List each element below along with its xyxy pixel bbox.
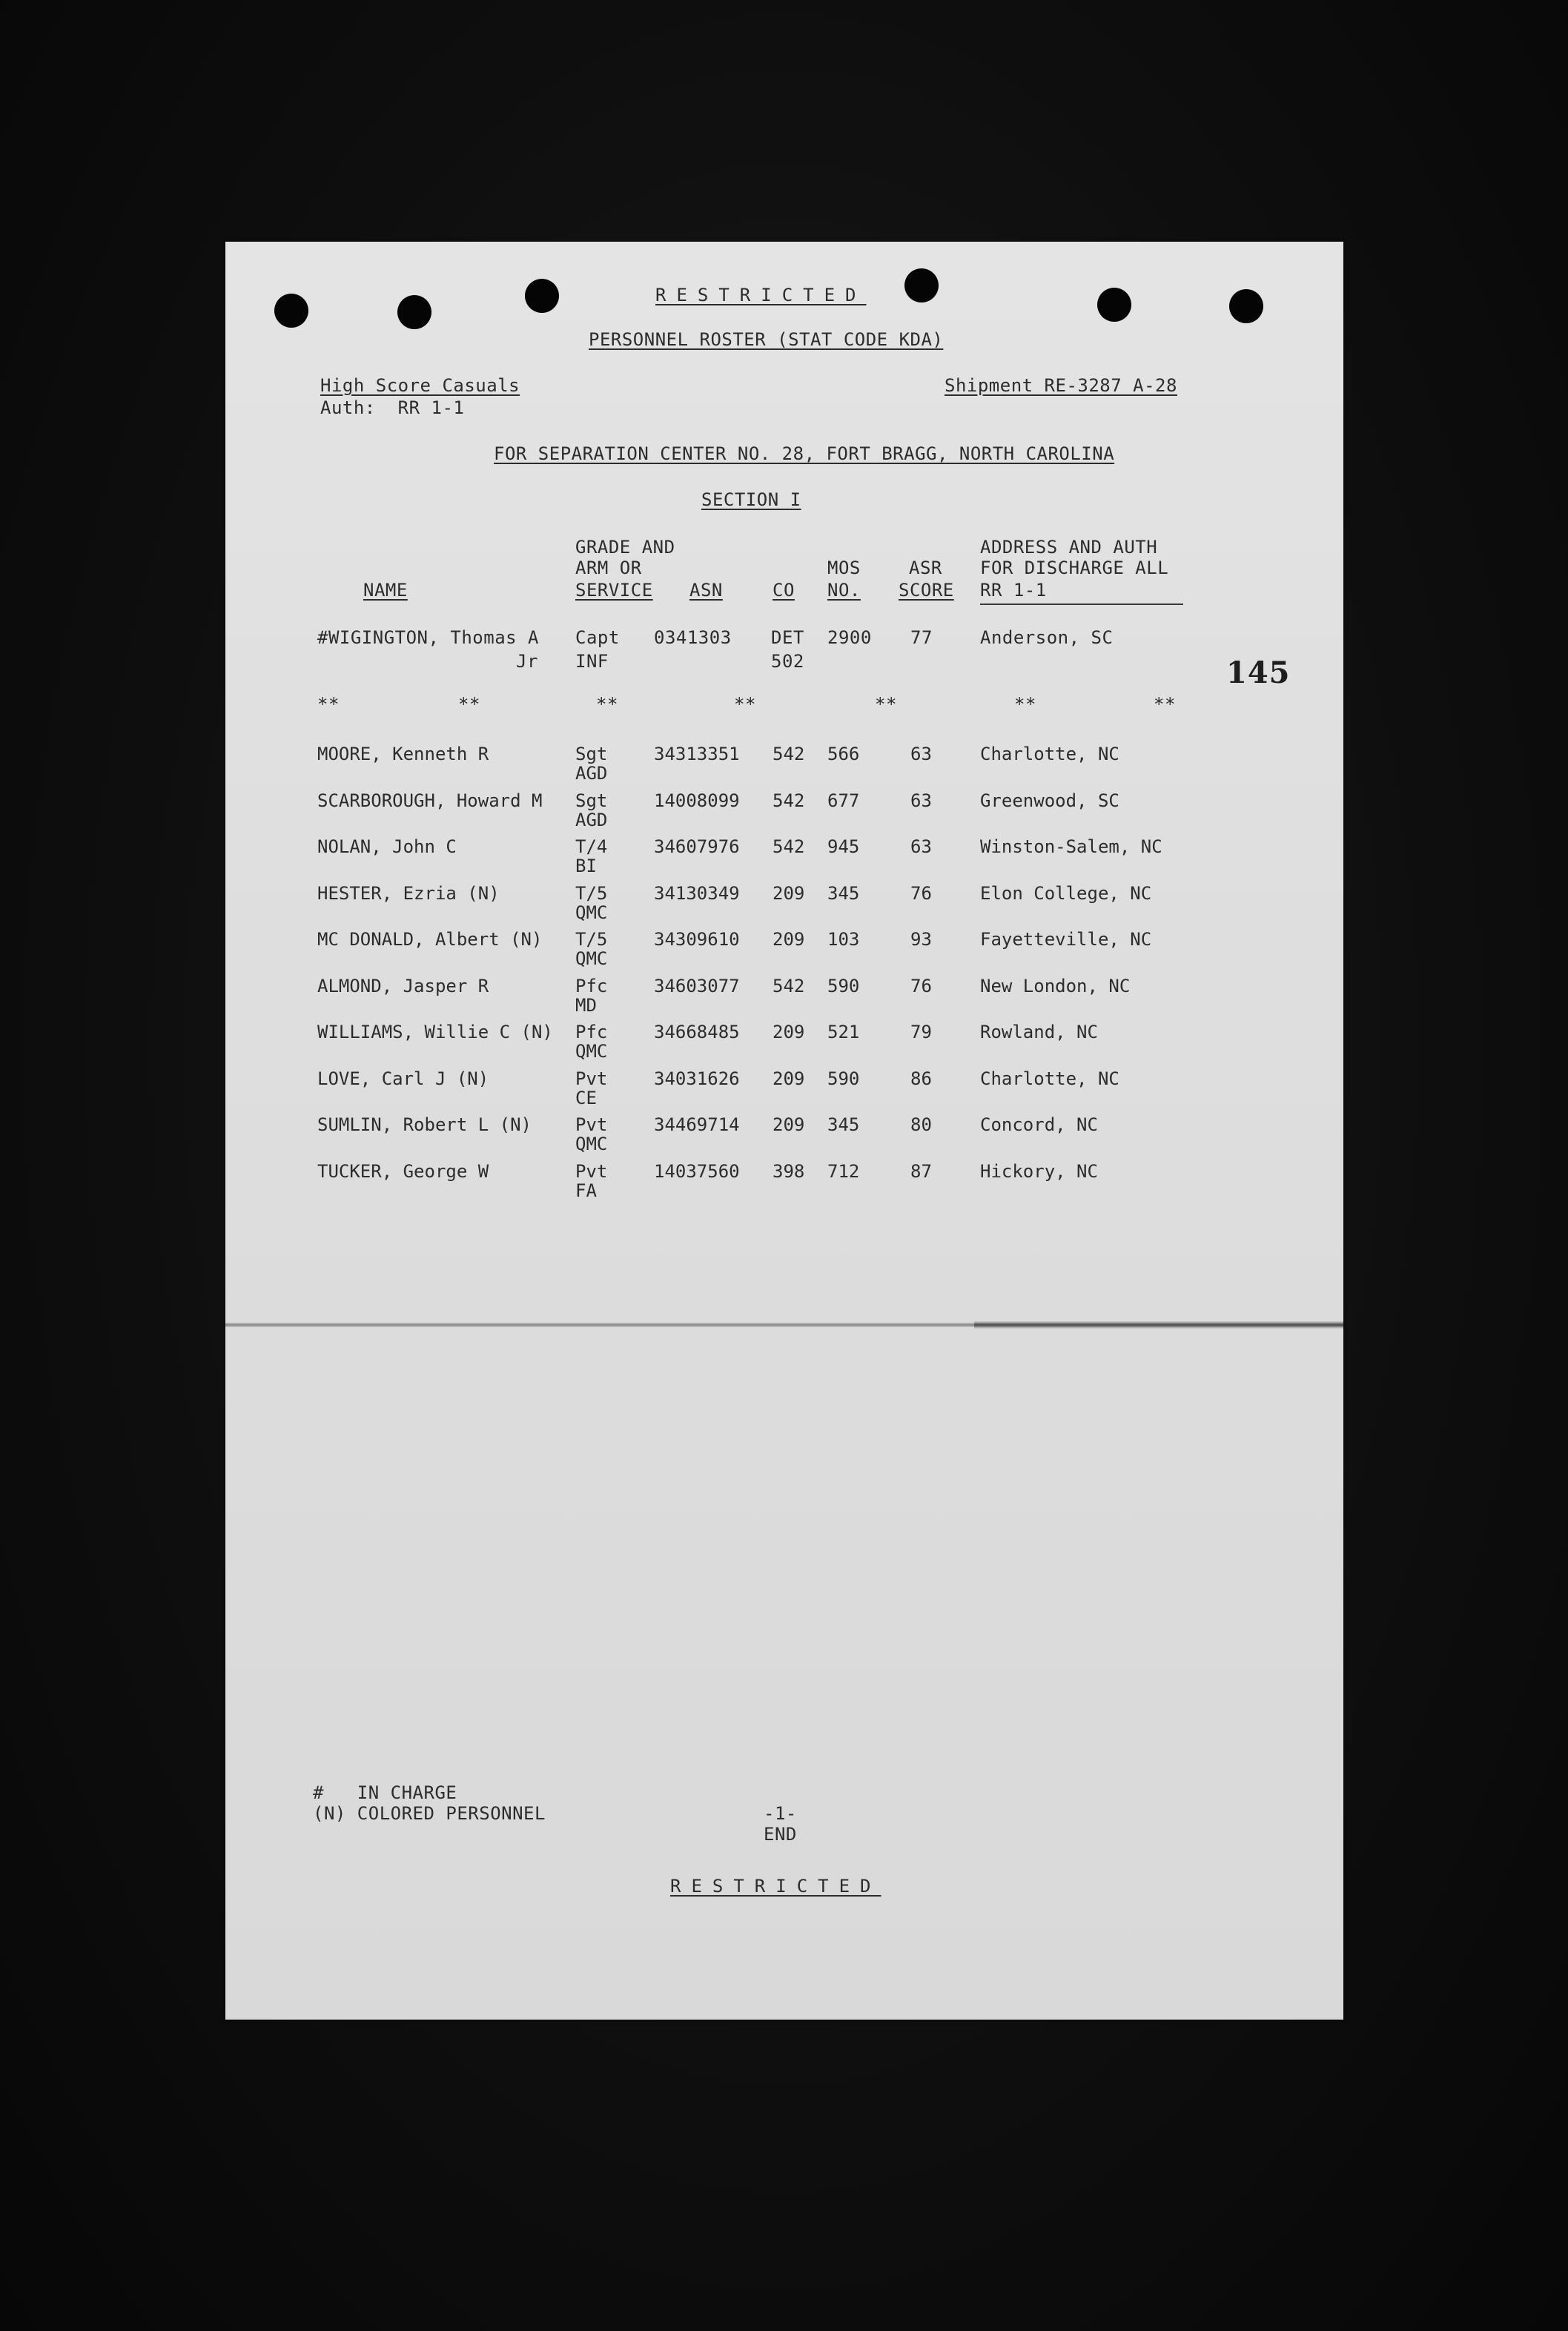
row-grade: T/5 xyxy=(575,883,608,904)
row-address: Charlotte, NC xyxy=(980,1068,1119,1089)
shipment-number: Shipment RE-3287 A-28 xyxy=(945,375,1177,396)
row-asr: 63 xyxy=(910,836,932,857)
row-arm: CE xyxy=(575,1088,597,1108)
row-asn: 34469714 xyxy=(654,1114,740,1135)
row-grade: Sgt xyxy=(575,790,608,811)
row-mos: 590 xyxy=(827,1068,860,1089)
separator-mark: ** xyxy=(1014,694,1036,715)
row-name: HESTER, Ezria (N) xyxy=(317,883,500,904)
row-asr: 63 xyxy=(910,790,932,811)
section-heading: SECTION I xyxy=(701,489,801,510)
row-mos: 566 xyxy=(827,744,860,764)
row-grade: Pvt xyxy=(575,1114,608,1135)
row-address: Concord, NC xyxy=(980,1114,1098,1135)
row-mos: 677 xyxy=(827,790,860,811)
row-grade: Sgt xyxy=(575,744,608,764)
row-arm: QMC xyxy=(575,948,608,969)
officer-asr: 77 xyxy=(910,627,933,648)
row-mos: 712 xyxy=(827,1161,860,1182)
row-grade: Pfc xyxy=(575,1022,608,1042)
row-grade: T/5 xyxy=(575,929,608,950)
row-mos: 103 xyxy=(827,929,860,950)
page-number: -1- xyxy=(764,1803,797,1824)
officer-co-number: 502 xyxy=(771,651,804,672)
col-asr-1: ASR xyxy=(909,558,942,578)
col-asn: ASN xyxy=(689,580,723,601)
row-name: LOVE, Carl J (N) xyxy=(317,1068,489,1089)
col-grade-2: ARM OR xyxy=(575,558,642,578)
col-address-2: FOR DISCHARGE ALL xyxy=(980,558,1169,578)
legend-colored-personnel: (N) COLORED PERSONNEL xyxy=(313,1803,546,1824)
row-asr: 63 xyxy=(910,744,932,764)
row-asr: 76 xyxy=(910,883,932,904)
separator-mark: ** xyxy=(458,694,480,715)
col-mos-1: MOS xyxy=(827,558,861,578)
row-co: 542 xyxy=(773,744,805,764)
row-co: 209 xyxy=(773,1114,805,1135)
row-name: ALMOND, Jasper R xyxy=(317,976,489,996)
row-co: 209 xyxy=(773,883,805,904)
officer-name: #WIGINGTON, Thomas A xyxy=(317,627,539,648)
row-arm: QMC xyxy=(575,1134,608,1154)
row-asr: 93 xyxy=(910,929,932,950)
destination-line: FOR SEPARATION CENTER NO. 28, FORT BRAGG, NORTH CAROLINA xyxy=(494,443,1115,464)
col-mos-2: NO. xyxy=(827,580,861,601)
separator-mark: ** xyxy=(875,694,897,715)
row-arm: MD xyxy=(575,995,597,1016)
row-grade: Pfc xyxy=(575,976,608,996)
punch-hole-4 xyxy=(904,268,939,302)
classification-bottom: RESTRICTED xyxy=(670,1876,881,1897)
row-address: Winston-Salem, NC xyxy=(980,836,1162,857)
row-arm: FA xyxy=(575,1180,597,1201)
row-co: 209 xyxy=(773,1068,805,1089)
row-asn: 34668485 xyxy=(654,1022,740,1042)
row-arm: AGD xyxy=(575,810,608,830)
row-asn: 34130349 xyxy=(654,883,740,904)
officer-mos: 2900 xyxy=(827,627,872,648)
row-asn: 34313351 xyxy=(654,744,740,764)
punch-hole-3 xyxy=(525,279,559,313)
row-co: 398 xyxy=(773,1161,805,1182)
row-asr: 87 xyxy=(910,1161,932,1182)
row-name: SUMLIN, Robert L (N) xyxy=(317,1114,532,1135)
row-co: 209 xyxy=(773,929,805,950)
row-mos: 945 xyxy=(827,836,860,857)
row-co: 542 xyxy=(773,836,805,857)
end-marker: END xyxy=(764,1824,797,1845)
row-name: NOLAN, John C xyxy=(317,836,457,857)
row-asn: 34607976 xyxy=(654,836,740,857)
row-grade: Pvt xyxy=(575,1068,608,1089)
punch-hole-5 xyxy=(1097,288,1131,322)
page-stamp: 145 xyxy=(1226,655,1291,690)
officer-asn: 0341303 xyxy=(654,627,732,648)
punch-hole-1 xyxy=(274,294,308,328)
row-mos: 521 xyxy=(827,1022,860,1042)
row-address: Fayetteville, NC xyxy=(980,929,1152,950)
row-arm: AGD xyxy=(575,763,608,784)
row-co: 542 xyxy=(773,976,805,996)
unit-description: High Score Casuals xyxy=(320,375,520,396)
row-address: Hickory, NC xyxy=(980,1161,1098,1182)
officer-grade: Capt xyxy=(575,627,620,648)
officer-address: Anderson, SC xyxy=(980,627,1114,648)
row-name: SCARBOROUGH, Howard M xyxy=(317,790,543,811)
separator-mark: ** xyxy=(734,694,756,715)
row-co: 542 xyxy=(773,790,805,811)
row-address: Charlotte, NC xyxy=(980,744,1119,764)
row-address: New London, NC xyxy=(980,976,1131,996)
row-grade: Pvt xyxy=(575,1161,608,1182)
row-asr: 76 xyxy=(910,976,932,996)
col-grade-1: GRADE AND xyxy=(575,537,675,558)
col-address-3: RR 1-1 xyxy=(980,580,1047,601)
row-arm: QMC xyxy=(575,1041,608,1062)
row-name: MC DONALD, Albert (N) xyxy=(317,929,543,950)
row-grade: T/4 xyxy=(575,836,608,857)
row-asr: 79 xyxy=(910,1022,932,1042)
col-co: CO xyxy=(773,580,795,601)
row-asn: 34031626 xyxy=(654,1068,740,1089)
row-name: MOORE, Kenneth R xyxy=(317,744,489,764)
row-asn: 34309610 xyxy=(654,929,740,950)
officer-name-suffix: Jr xyxy=(516,651,538,672)
officer-co: DET xyxy=(771,627,804,648)
row-address: Rowland, NC xyxy=(980,1022,1098,1042)
row-asr: 86 xyxy=(910,1068,932,1089)
col-asr-2: SCORE xyxy=(899,580,954,601)
row-asn: 14037560 xyxy=(654,1161,740,1182)
col-address-1: ADDRESS AND AUTH xyxy=(980,537,1158,558)
row-name: WILLIAMS, Willie C (N) xyxy=(317,1022,553,1042)
row-asn: 14008099 xyxy=(654,790,740,811)
legend-in-charge: # IN CHARGE xyxy=(313,1782,457,1803)
row-address: Elon College, NC xyxy=(980,883,1152,904)
separator-mark: ** xyxy=(596,694,618,715)
row-name: TUCKER, George W xyxy=(317,1161,489,1182)
row-address: Greenwood, SC xyxy=(980,790,1119,811)
officer-arm: INF xyxy=(575,651,609,672)
col-name: NAME xyxy=(363,580,408,601)
col-grade-3: SERVICE xyxy=(575,580,653,601)
col-address-underline xyxy=(980,604,1183,605)
row-mos: 590 xyxy=(827,976,860,996)
punch-hole-2 xyxy=(397,295,431,329)
row-arm: BI xyxy=(575,856,597,876)
row-asn: 34603077 xyxy=(654,976,740,996)
row-arm: QMC xyxy=(575,902,608,923)
fold-crease-shadow xyxy=(974,1321,1343,1329)
classification-top: RESTRICTED xyxy=(655,285,867,305)
punch-hole-6 xyxy=(1229,289,1263,323)
separator-mark: ** xyxy=(1154,694,1176,715)
roster-title: PERSONNEL ROSTER (STAT CODE KDA) xyxy=(589,329,944,350)
row-mos: 345 xyxy=(827,1114,860,1135)
separator-mark: ** xyxy=(317,694,340,715)
authority-line: Auth: RR 1-1 xyxy=(320,397,465,418)
row-asr: 80 xyxy=(910,1114,932,1135)
row-co: 209 xyxy=(773,1022,805,1042)
row-mos: 345 xyxy=(827,883,860,904)
document-page xyxy=(225,242,1343,2020)
